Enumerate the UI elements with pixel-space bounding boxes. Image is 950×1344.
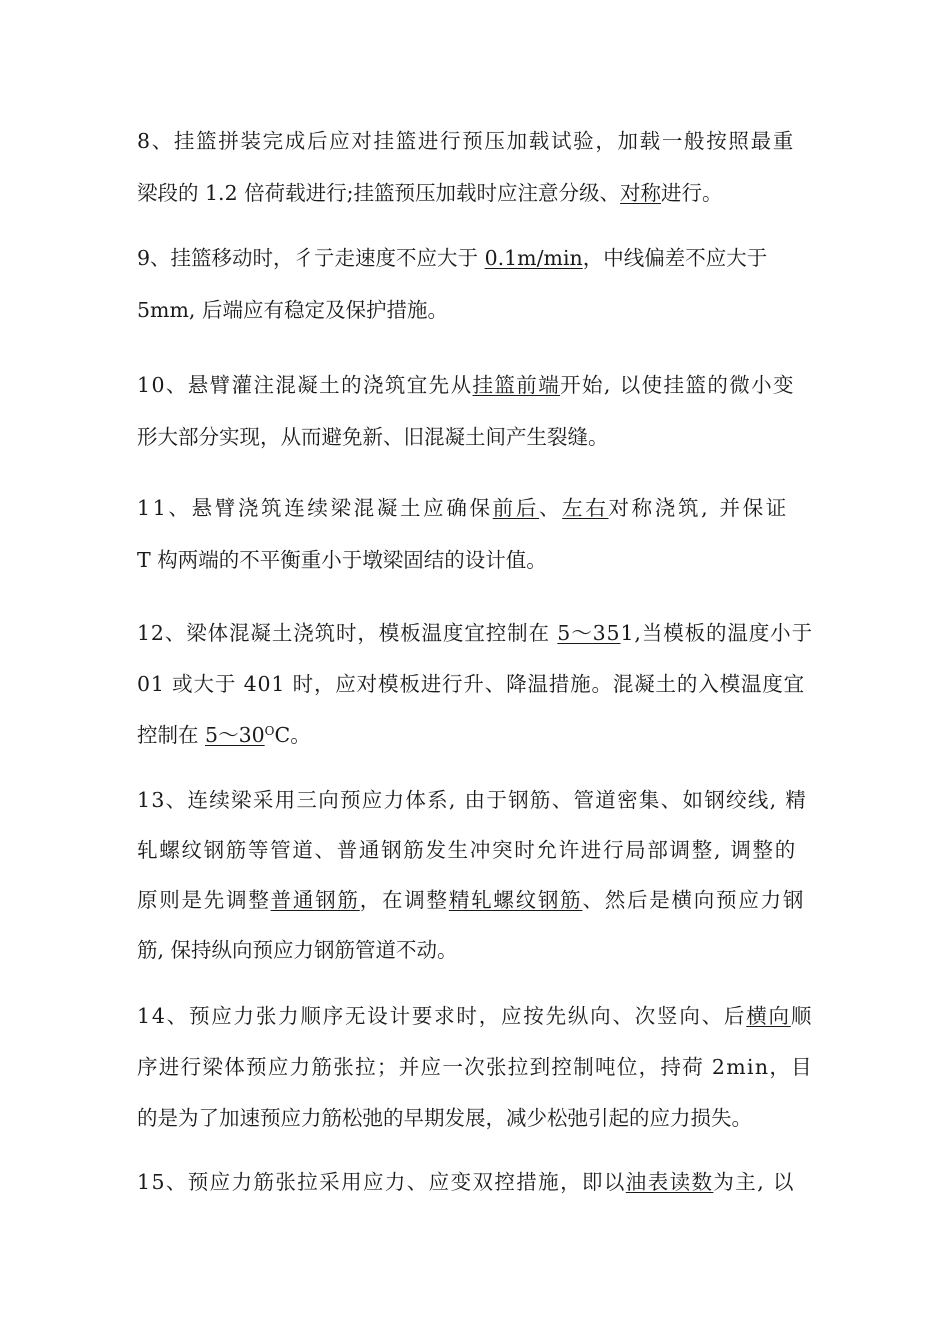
text-segment: ，中线偏差不应大于 bbox=[582, 246, 768, 270]
text-line bbox=[137, 1002, 813, 1030]
text-segment: T 构两端的不平衡重小于墩梁固结的设计值。 bbox=[137, 548, 547, 572]
text-segment: 15、预应力筋张拉采用应力、应变双控措施，即以 bbox=[137, 1170, 626, 1194]
text-segment: 8、挂篮拼装完成后应对挂篮进行预压加载试验，加载一般按照最重 bbox=[137, 129, 795, 153]
text-line bbox=[137, 423, 609, 451]
text-line bbox=[137, 786, 807, 814]
text-line bbox=[137, 670, 805, 698]
text-line bbox=[137, 936, 458, 964]
text-segment: 对称浇筑, 并保证 bbox=[608, 496, 789, 520]
text-segment: ，在调整 bbox=[359, 888, 449, 912]
underlined-answer: 5〜30 bbox=[205, 723, 265, 747]
text-line bbox=[137, 296, 448, 324]
underlined-answer: 对称 bbox=[620, 181, 662, 205]
text-line bbox=[137, 127, 795, 155]
underlined-answer: 横向 bbox=[746, 1004, 791, 1028]
underlined-answer: 5〜35 bbox=[557, 621, 621, 645]
text-segment: 10、悬臂灌注混凝土的浇筑宜先从 bbox=[137, 373, 473, 397]
text-segment: 01 或大于 401 时，应对模板进行升、降温措施。混凝土的入模温度宜 bbox=[137, 672, 806, 696]
text-segment: 1,当模板的温度小于 bbox=[620, 621, 813, 645]
text-segment: 12、梁体混凝土浇筑时，模板温度宜控制在 bbox=[137, 621, 558, 645]
text-segment: 为主, 以 bbox=[713, 1170, 795, 1194]
text-segment: 11、悬臂浇筑连续梁混凝土应确保 bbox=[137, 496, 493, 520]
underlined-answer: 精轧螺纹钢筋 bbox=[448, 888, 583, 912]
text-segment: 顺 bbox=[790, 1004, 814, 1028]
text-line bbox=[137, 721, 311, 749]
text-segment: 轧螺纹钢筋等管道、普通钢筋发生冲突时允许进行局部调整, 调整的 bbox=[137, 838, 797, 862]
underlined-answer: 0.1m/min bbox=[484, 246, 583, 270]
text-segment: 梁段的 1.2 倍荷载进行;挂篮预压加载时应注意分级、 bbox=[137, 181, 621, 205]
text-segment: 序进行梁体预应力筋张拉；并应一次张拉到控制吨位，持荷 2min，目 bbox=[137, 1055, 813, 1079]
text-line bbox=[137, 546, 547, 574]
text-segment: 进行。 bbox=[661, 181, 723, 205]
text-line bbox=[137, 1104, 752, 1132]
text-segment: 的是为了加速预应力筋松弛的早期发展，减少松弛引起的应力损失。 bbox=[137, 1106, 752, 1130]
underlined-answer: 普通钢筋 bbox=[270, 888, 360, 912]
text-segment: 筋, 保持纵向预应力钢筋管道不动。 bbox=[137, 938, 458, 962]
underlined-answer: 左右 bbox=[562, 496, 609, 520]
text-line bbox=[137, 244, 767, 272]
text-line bbox=[137, 1053, 813, 1081]
text-line bbox=[137, 836, 797, 864]
text-segment: 5mm, 后端应有稳定及保护措施。 bbox=[137, 298, 448, 322]
text-line bbox=[137, 494, 789, 522]
text-segment: 13、连续梁采用三向预应力体系, 由于钢筋、管道密集、如钢绞线, 精 bbox=[137, 788, 808, 812]
underlined-answer: 前后 bbox=[492, 496, 539, 520]
text-segment: 开始, 以使挂篮的微小变 bbox=[560, 373, 795, 397]
text-segment: 9、挂篮移动时，彳亍走速度不应大于 bbox=[137, 246, 485, 270]
text-segment: 14、预应力张力顺序无设计要求时，应按先纵向、次竖向、后 bbox=[137, 1004, 747, 1028]
text-line bbox=[137, 1168, 795, 1196]
underlined-answer: 油表读数 bbox=[625, 1170, 714, 1194]
text-segment: C。 bbox=[274, 723, 311, 747]
text-segment: 、然后是横向预应力钢 bbox=[582, 888, 806, 912]
text-line bbox=[137, 619, 813, 647]
text-segment: 控制在 bbox=[137, 723, 206, 747]
text-line bbox=[137, 886, 805, 914]
text-line bbox=[137, 179, 723, 207]
text-segment: 、 bbox=[538, 496, 563, 520]
superscript: O bbox=[264, 724, 275, 738]
text-segment: 形大部分实现，从而避免新、旧混凝土间产生裂缝。 bbox=[137, 425, 609, 449]
underlined-answer: 挂篮前端 bbox=[472, 373, 561, 397]
text-segment: 原则是先调整 bbox=[137, 888, 271, 912]
text-line bbox=[137, 371, 795, 399]
